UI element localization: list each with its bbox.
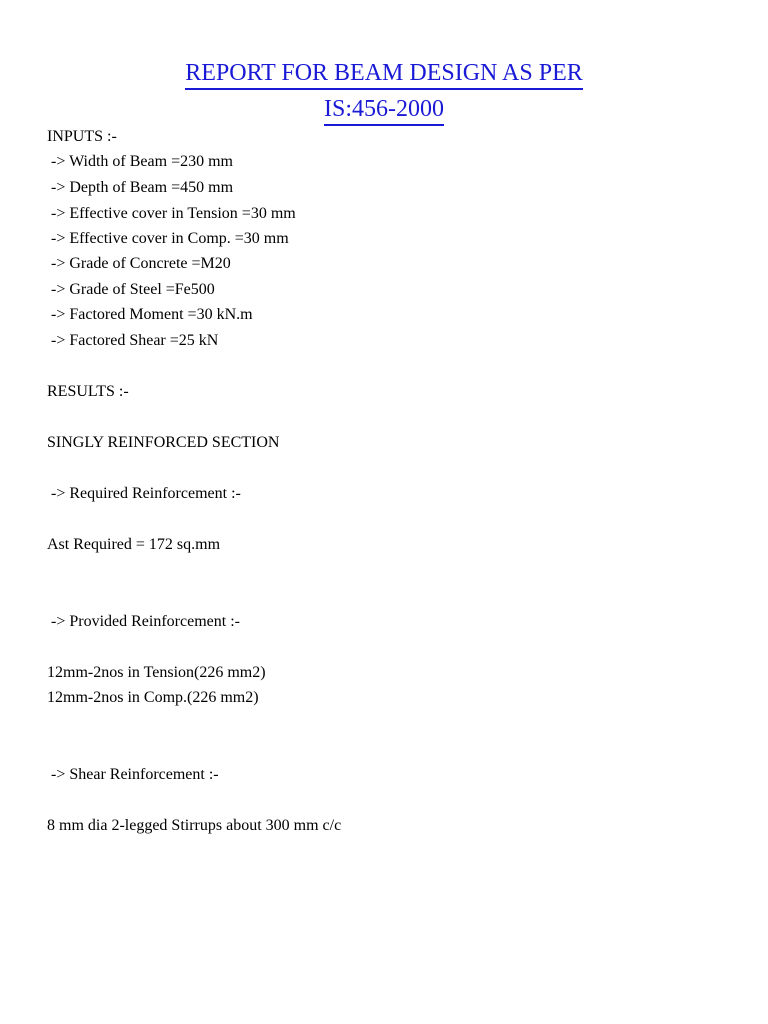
- report-title-text-1: REPORT FOR BEAM DESIGN AS PER: [185, 59, 583, 90]
- report-title-line-2: [0, 95, 768, 126]
- input-cover-comp: -> Effective cover in Comp. =30 mm: [47, 230, 289, 247]
- inputs-header: INPUTS :-: [47, 128, 117, 145]
- input-cover-tension: -> Effective cover in Tension =30 mm: [47, 205, 296, 222]
- report-title-line-1: [0, 59, 768, 90]
- report-title-text-2: IS:456-2000: [324, 95, 444, 126]
- provided-tension: 12mm-2nos in Tension(226 mm2): [47, 664, 266, 681]
- input-concrete-grade: -> Grade of Concrete =M20: [47, 255, 231, 272]
- required-reinforcement-header: -> Required Reinforcement :-: [47, 485, 241, 502]
- provided-reinforcement-header: -> Provided Reinforcement :-: [47, 613, 240, 630]
- input-factored-moment: -> Factored Moment =30 kN.m: [47, 306, 253, 323]
- ast-required: Ast Required = 172 sq.mm: [47, 536, 221, 553]
- shear-detail: 8 mm dia 2-legged Stirrups about 300 mm c/c: [47, 817, 342, 834]
- input-steel-grade: -> Grade of Steel =Fe500: [47, 281, 215, 298]
- input-width: -> Width of Beam =230 mm: [47, 153, 233, 170]
- input-depth: -> Depth of Beam =450 mm: [47, 179, 234, 196]
- shear-reinforcement-header: -> Shear Reinforcement :-: [47, 766, 219, 783]
- section-type: SINGLY REINFORCED SECTION: [47, 434, 280, 451]
- input-factored-shear: -> Factored Shear =25 kN: [47, 332, 219, 349]
- provided-comp: 12mm-2nos in Comp.(226 mm2): [47, 689, 259, 706]
- results-header: RESULTS :-: [47, 383, 129, 400]
